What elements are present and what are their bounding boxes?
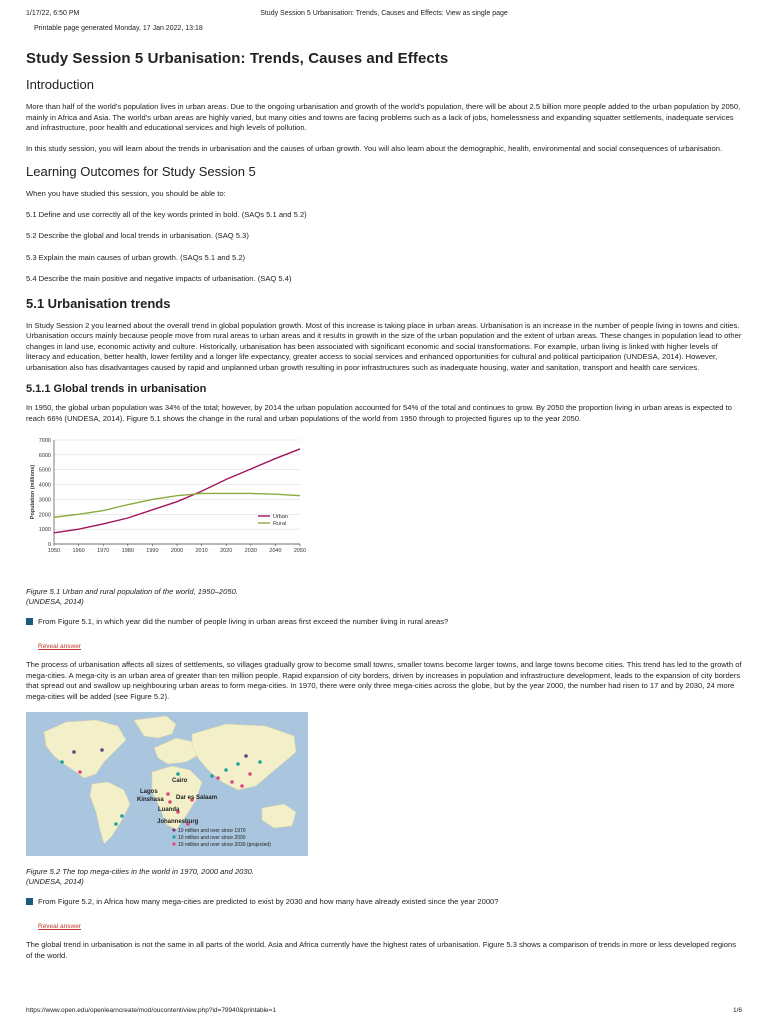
figure-5-2 [26, 712, 742, 861]
map-legend-2000: 10 million and over since 2000 [178, 835, 246, 841]
main-content [26, 50, 742, 971]
city-marker-2030 [168, 800, 172, 804]
footer-page-number: 1/6 [732, 1007, 742, 1014]
legend-label-urban: Urban [273, 514, 288, 520]
question-marker-icon [26, 898, 33, 905]
series-line-urban [54, 449, 300, 533]
x-tick-label: 1950 [47, 548, 61, 554]
x-tick-label: 1970 [97, 548, 110, 554]
y-tick-label: 7000 [38, 438, 51, 444]
outcome-item: 5.2 Describe the global and local trends in urbanisation. (SAQ 5.3) [26, 231, 249, 240]
city-marker-2030 [216, 776, 220, 780]
outcome-item: 5.3 Explain the main causes of urban growth. (SAQs 5.1 and 5.2) [26, 252, 246, 262]
y-tick-label: 6000 [38, 452, 51, 459]
print-page-title: Study Session 5 Urbanisation: Trends, Causes and Effects: View as single page [260, 10, 508, 17]
y-tick-label: 1000 [38, 527, 51, 534]
city-marker-2030 [166, 792, 170, 796]
city-marker-2030 [240, 784, 244, 788]
figure-5-2-caption [26, 867, 742, 887]
city-marker-2000 [236, 762, 240, 766]
y-tick-label: 5000 [38, 467, 51, 474]
x-tick-label: 2000 [170, 548, 184, 554]
legend-swatch-2030 [172, 842, 175, 845]
city-marker-1970 [244, 754, 248, 758]
section-5-1-1-paragraph-3: The global trend in urbanisation is not the same in all parts of the world. Asia and Africa currently have the highest rates of urbanisation. Figure 5.3 shows a comparison of trends in more or less developed regions of the world. [26, 940, 736, 960]
map-label-johannesburg: Johannesburg [157, 819, 199, 825]
x-tick-label: 1980 [121, 548, 134, 554]
y-axis-label: Population (millions) [30, 464, 36, 520]
legend-swatch-1970 [172, 828, 175, 831]
map-legend-2030: 10 million and over since 2030 (projected) [178, 842, 271, 848]
x-tick-label: 2050 [293, 548, 307, 554]
figure-5-1-caption [26, 587, 742, 607]
city-marker-1970 [100, 748, 104, 752]
city-marker-2030 [248, 772, 252, 776]
city-marker-2030 [78, 770, 82, 774]
outcomes-lead: When you have studied this session, you should be able to: [26, 189, 226, 198]
section-5-1-1-paragraph-1: In 1950, the global urban population was 34% of the total; however, by 2014 the urban population accounted for 54% of the total and continues to grow. By 2050 the proportion living in urban areas is expected to reach 66% (UNDESA, 2014). Figure 5.1 shows the change in the rural and urban populations of the world from 1950 through to projected figures up to the year 2050. [26, 403, 732, 423]
outcome-item: 5.1 Define and use correctly all of the key words printed in bold. (SAQs 5.1 and 5.2) [26, 209, 307, 219]
intro-paragraph-2: In this study session, you will learn about the trends in urbanisation and the causes of urban growth. You will also learn about the demographic, health, environmental and social consequences of urbanisation. [26, 143, 723, 153]
city-marker-2000 [210, 774, 214, 778]
outcome-item: 5.4 Describe the main positive and negative impacts of urbanisation. (SAQ 5.4) [26, 274, 292, 283]
section-5-1-1-heading: 5.1.1 Global trends in urbanisation [26, 383, 207, 395]
footer-url: https://www.open.edu/openlearncreate/mod/oucontent/view.php?id=79940&printable=1 [26, 1007, 277, 1014]
question-1 [26, 617, 742, 627]
map-label-luanda: Luanda [158, 807, 180, 813]
page-title: Study Session 5 Urbanisation: Trends, Causes and Effects [26, 50, 449, 67]
figure-5-1 [26, 434, 742, 579]
figure-5-1-caption-text: Figure 5.1 Urban and rural population of the world, 1950–2050. [26, 587, 238, 596]
intro-heading: Introduction [26, 77, 94, 92]
section-5-1-1-paragraph-2: The process of urbanisation affects all sizes of settlements, so villages gradually grow to become small towns, smaller towns become larger towns, and large towns become cities. This trend has led to the growth of mega-cities. A mega-city is an urban area of greater than ten million people. Rapid expansion of city borders, driven by increases in population and infrastructure development, leads to the expansion of city borders that spread out and swallow up neighbouring urban areas to form mega-cities. In 1970, there were only three mega-cities across the globe, but by the year 2000, the number had risen to 17 and by 2030, 24 more mega-cities will be added (see Figure 5.2). [26, 660, 742, 701]
outcomes-heading: Learning Outcomes for Study Session 5 [26, 164, 256, 179]
mega-cities-map [26, 712, 308, 856]
city-marker-2000 [114, 822, 118, 826]
figure-5-2-caption-text: Figure 5.2 The top mega-cities in the world in 1970, 2000 and 2030. [26, 867, 254, 876]
y-tick-label: 0 [47, 542, 51, 548]
map-label-dar-es-salaam: Dar es Salaam [176, 795, 218, 801]
x-tick-label: 1960 [72, 548, 85, 554]
urban-rural-chart [26, 434, 316, 574]
x-tick-label: 2020 [220, 548, 233, 554]
y-tick-label: 3000 [38, 497, 51, 504]
x-tick-label: 1990 [146, 548, 159, 554]
intro-paragraph-1: More than half of the world's population lives in urban areas. Due to the ongoing urbanisation and growth of the world's population, there will be about 2.5 billion more people added to the urban population by 2050, mainly in Africa and Asia. The world's urban areas are highly varied, but many cities and towns are facing problems such as a lack of jobs, homelessness and expanding squatter settlements, inadequate services and infrastructure, poor health and educational services and high levels of pollution. [26, 102, 741, 132]
city-marker-2000 [120, 814, 124, 818]
printable-note: Printable page generated Monday, 17 Jan 2022, 13:18 [34, 25, 203, 32]
section-5-1-heading: 5.1 Urbanisation trends [26, 295, 171, 311]
figure-5-2-caption-source: (UNDESA, 2014) [26, 877, 84, 886]
reveal-answer-link[interactable]: Reveal answer [38, 923, 81, 930]
print-footer [26, 1007, 742, 1014]
question-marker-icon [26, 618, 33, 625]
y-tick-label: 2000 [38, 512, 51, 519]
map-label-kinshasa: Kinshasa [137, 797, 164, 803]
city-marker-2030 [230, 780, 234, 784]
browser-print-header [26, 10, 742, 20]
city-marker-2000 [258, 760, 262, 764]
series-line-rural [54, 493, 300, 517]
city-marker-2000 [224, 768, 228, 772]
legend-swatch-2000 [172, 835, 175, 838]
x-tick-label: 2030 [244, 548, 257, 554]
map-legend-1970: 10 million and over since 1970 [178, 828, 246, 834]
city-marker-1970 [72, 750, 76, 754]
print-datetime: 1/17/22, 6:50 PM [26, 10, 80, 17]
city-marker-2000 [60, 760, 64, 764]
figure-5-1-caption-source: (UNDESA, 2014) [26, 597, 84, 606]
section-5-1-paragraph: In Study Session 2 you learned about the overall trend in global population growth. Most of this increase is taking place in urban areas. Urbanisation is an increase in the number of people living in towns and cities. Urbanisation occurs mainly because people move from rural areas to urban areas and it results in growth in the size of the urban population and the extent of urban areas. These changes in population lead to other changes in land use, economic activity and culture. Historically, urbanisation has been associated with significant economic and social transformations. For example, urban living is linked with higher levels of literacy and education, better health, lower fertility and a longer life expectancy, greater access to social services and enhanced opportunities for cultural and political participation (UNDESA, 2014). However, urbanisation also has disadvantages caused by rapid and unplanned urban growth resulting in poor infrastructures such as inadequate housing, water and sanitation, transport and health care services. [26, 320, 742, 372]
x-tick-label: 2040 [269, 548, 282, 554]
question-2-text: From Figure 5.2, in Africa how many mega-cities are predicted to exist by 2030 and how many have already existed since the year 2000? [38, 897, 499, 906]
question-2 [26, 897, 742, 907]
x-tick-label: 2010 [195, 548, 208, 554]
city-marker-2000 [176, 772, 180, 776]
map-label-cairo: Cairo [172, 778, 188, 784]
legend-label-rural: Rural [273, 521, 287, 527]
map-label-lagos: Lagos [140, 789, 158, 795]
question-1-text: From Figure 5.1, in which year did the number of people living in urban areas first exceed the number living in rural areas? [38, 617, 449, 626]
y-tick-label: 4000 [38, 482, 51, 489]
reveal-answer-link[interactable]: Reveal answer [38, 643, 81, 650]
